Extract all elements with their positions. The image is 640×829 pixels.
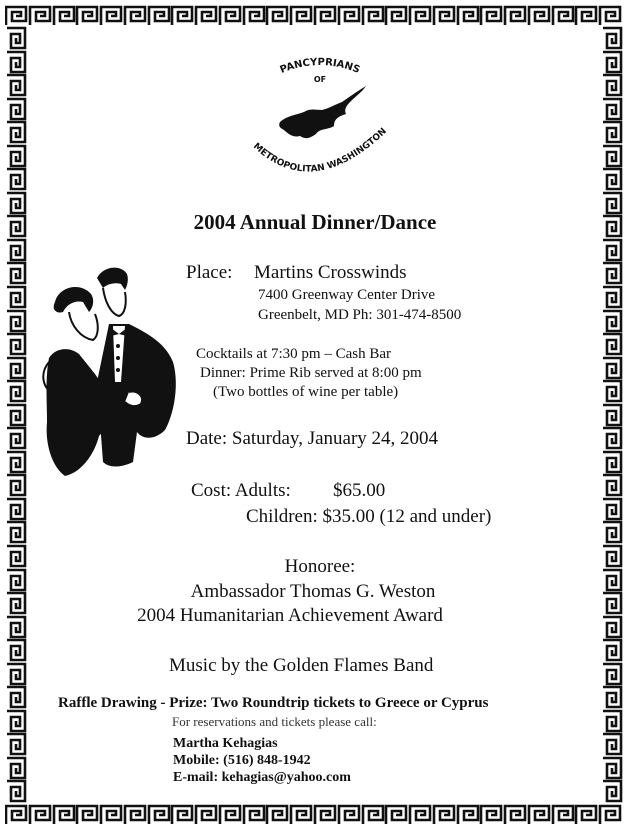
cyprus-map-icon (279, 86, 366, 138)
cost-adults-label: Cost: Adults: (191, 480, 291, 501)
reservations-note: For reservations and tickets please call: (172, 714, 377, 729)
honoree-name: Ambassador Thomas G. Weston (190, 581, 436, 602)
contact-mobile: Mobile: (516) 848-1942 (173, 753, 311, 768)
logo-bottom-text: METROPOLITAN WASHINGTON (251, 126, 389, 175)
place-label: Place: (186, 262, 233, 283)
cost-children: Children: $35.00 (12 and under) (246, 506, 492, 527)
raffle-info: Raffle Drawing - Prize: Two Roundtrip tickets to Greece or Cyprus (58, 695, 489, 711)
event-date: Date: Saturday, January 24, 2004 (186, 428, 439, 449)
logo-middle-text: OF (313, 75, 327, 84)
venue-address-line1: 7400 Greenway Center Drive (258, 287, 436, 303)
honoree-label: Honoree: (284, 556, 356, 577)
dancing-couple-illustration (25, 262, 185, 482)
pancyprians-logo (230, 40, 410, 190)
cost-adults-price: $65.00 (333, 480, 386, 501)
event-title: 2004 Annual Dinner/Dance (193, 210, 437, 234)
venue-name: Martins Crosswinds (254, 262, 407, 283)
music-info: Music by the Golden Flames Band (169, 655, 434, 676)
contact-name: Martha Kehagias (173, 736, 278, 751)
venue-address-line2: Greenbelt, MD Ph: 301-474-8500 (258, 307, 462, 323)
contact-email[interactable]: E-mail: kehagias@yahoo.com (173, 770, 351, 785)
cocktails-info: Cocktails at 7:30 pm – Cash Bar (196, 346, 391, 362)
honoree-award: 2004 Humanitarian Achievement Award (137, 605, 443, 626)
logo-top-text: PANCYPRIANS (278, 56, 362, 76)
dinner-info: Dinner: Prime Rib served at 8:00 pm (200, 365, 422, 381)
wine-info: (Two bottles of wine per table) (213, 384, 399, 400)
